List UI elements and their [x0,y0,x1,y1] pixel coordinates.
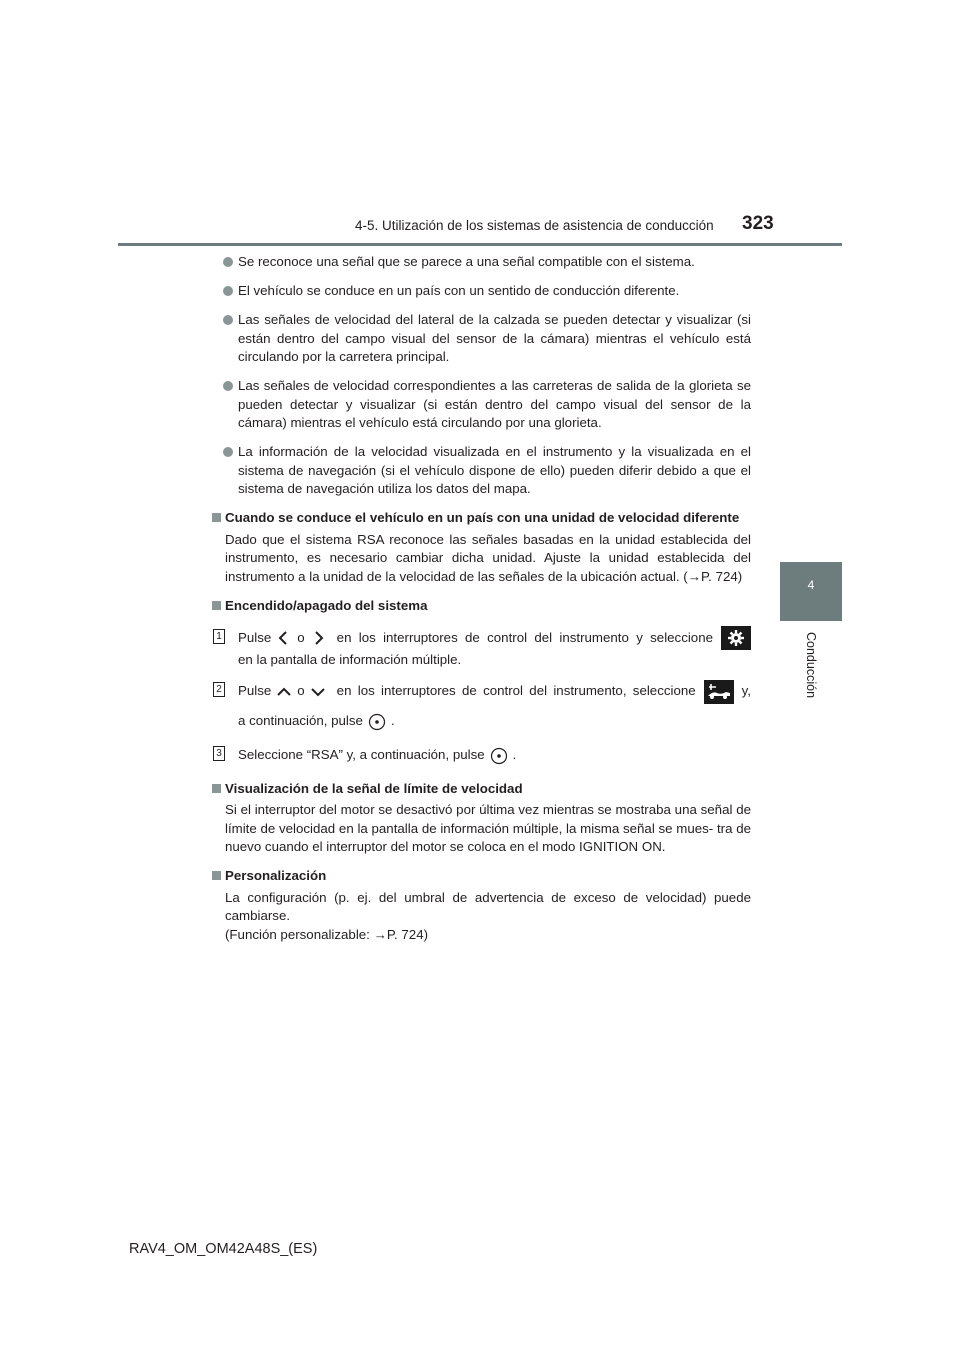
step-number: 3 [213,746,225,761]
bullet-dot-icon [223,257,233,267]
step-number: 1 [213,629,225,644]
step-text: . [512,747,517,763]
bullet-dot-icon [223,447,233,457]
step-1 [211,627,751,670]
bullet-text: Las señales de velocidad correspondientes a las carreteras de salida de la glorieta se pueden detectar y visualizar (si están dentro del campo visual del sensor de la cámara) mientras el vehículo está circulando por una glorieta. [238,378,751,430]
step-number: 2 [213,682,225,697]
bullet-item [211,253,751,272]
section-text-display: Si el interruptor del motor se desactivó por última vez mientras se mostraba una señal de límite de velocidad en la pantalla de información múltiple, la misma señal se mues- tra de nuevo cuando el interruptor del motor se coloca en el modo IGNITION ON. [225,802,751,854]
step-text: en la pantalla de información múltiple. [238,652,462,667]
heading-square-icon [212,513,221,522]
heading-text: Personalización [225,868,327,883]
step-text: en los interruptores de control del instrumento, seleccione [336,683,696,699]
document-code: RAV4_OM_OM42A48S_(ES) [129,1241,318,1257]
bullet-dot-icon [223,315,233,325]
bullet-item [211,311,751,367]
ok-button-icon [365,712,389,732]
chapter-tab-number: 4 [807,578,815,592]
step-text: en los interruptores de control del instrumento y seleccione [336,629,713,645]
heading-text: Cuando se conduce el vehículo en un país con una unidad de velocidad diferente [225,510,740,525]
page-number: 323 [742,213,774,234]
chevron-left-icon [271,629,297,647]
step-2 [211,680,751,734]
step-text: Seleccione “RSA” y, a continuación, pulse [238,747,485,763]
step-text: Pulse [238,683,272,699]
chapter-tab-label: Conducción [804,632,818,699]
section-text-country: Dado que el sistema RSA reconoce las señales basadas en la unidad establecida del instrumento, es necesario cambiar dicha unidad. Ajuste la unidad establecida del instrumento a la unidad de la velocidad de las señales de la ubicación actual. (→P. 724) [225,531,751,584]
heading-square-icon [212,784,221,793]
step-text: Pulse [238,629,272,645]
custom-text-2: (Función personalizable: →P. 724) [225,926,429,942]
section-heading-onoff [211,597,751,616]
header-divider [118,243,842,246]
chevron-up-icon [271,683,297,701]
heading-text: Visualización de la señal de límite de velocidad [225,780,523,796]
step-text: . [390,713,395,729]
ok-button-icon [487,746,511,766]
section-heading-country [211,509,751,528]
heading-square-icon [212,871,221,880]
bullet-item [211,282,751,301]
section-text-custom [211,889,751,945]
section-heading-display [211,780,751,799]
heading-text: Encendido/apagado del sistema [225,597,428,613]
bullet-text: El vehículo se conduce en un país con un sentido de conducción diferente. [238,283,680,298]
bullet-text: La información de la velocidad visualizada en el instrumento y la visualizada en el sistema de navegación (si el vehículo dispone de ello) pueden diferir debido a que el sistema de navegación utiliza los datos del mapa. [238,444,751,496]
chevron-right-icon [305,629,331,647]
bullet-dot-icon [223,381,233,391]
header-section-title: 4-5. Utilización de los sistemas de asistencia de conducción [355,218,714,233]
step-text: o [297,683,305,699]
step-text: y, [741,683,751,699]
step-text: a continuación, pulse [238,713,363,729]
heading-square-icon [212,601,221,610]
bullet-item [211,377,751,433]
step-3 [211,744,751,768]
custom-text-1: La configuración (p. ej. del umbral de advertencia de exceso de velocidad) puede cambiarse. [225,889,751,923]
bullet-text: Las señales de velocidad del lateral de la calzada se pueden detectar y visualizar (si están dentro del campo visual del sensor de la cámara) mientras el vehículo está circulando por la carretera principal. [238,312,751,364]
settings-gear-icon [721,626,751,650]
bullet-text: Se reconoce una señal que se parece a una señal compatible con el sistema. [238,254,695,269]
driving-assist-car-icon [704,680,734,704]
chevron-down-icon [305,683,331,701]
section-heading-custom [211,867,751,886]
bullet-item [211,443,751,499]
bullet-dot-icon [223,286,233,296]
step-text: o [297,629,305,645]
main-content [211,253,751,944]
